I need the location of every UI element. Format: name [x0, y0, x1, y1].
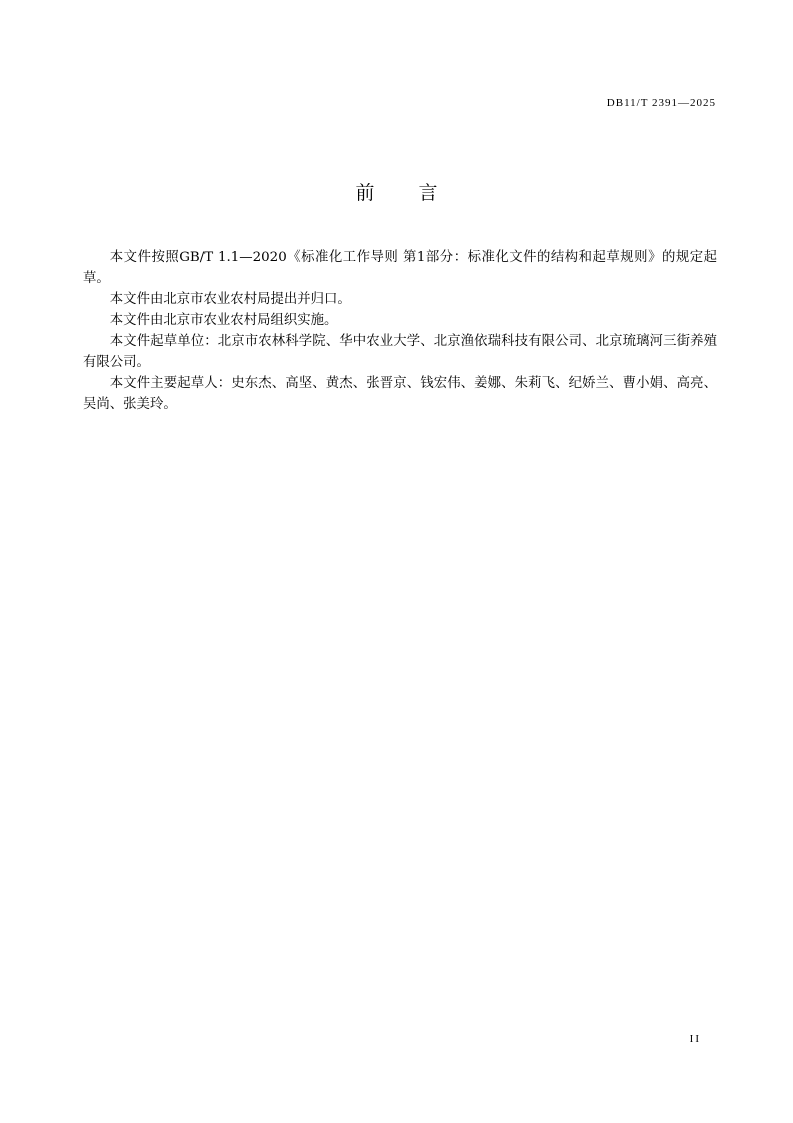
- foreword-body: [83, 247, 717, 415]
- paragraph-drafters: 本文件主要起草人：史东杰、高坚、黄杰、张晋京、钱宏伟、姜娜、朱莉飞、纪娇兰、曹小娟、高亮、吴尚、张美玲。: [83, 376, 717, 412]
- paragraph-proposer: 本文件由北京市农业农村局提出并归口。: [109, 292, 351, 307]
- title-char-2: 言: [418, 182, 438, 204]
- page-title: [0, 178, 793, 205]
- page-number: II: [689, 1033, 701, 1045]
- title-char-1: 前: [355, 182, 375, 204]
- document-code: DB11/T 2391—2025: [606, 97, 716, 109]
- paragraph-implementer: 本文件由北京市农业农村局组织实施。: [109, 313, 338, 328]
- paragraph-drafting-units: 本文件起草单位：北京市农林科学院、华中农业大学、北京渔依瑞科技有限公司、北京琉璃河三街养殖有限公司。: [83, 334, 717, 370]
- paragraph-drafting-rules: 本文件按照GB/T 1.1—2020《标准化工作导则 第1部分：标准化文件的结构和起草规则》的规定起草。: [83, 250, 717, 286]
